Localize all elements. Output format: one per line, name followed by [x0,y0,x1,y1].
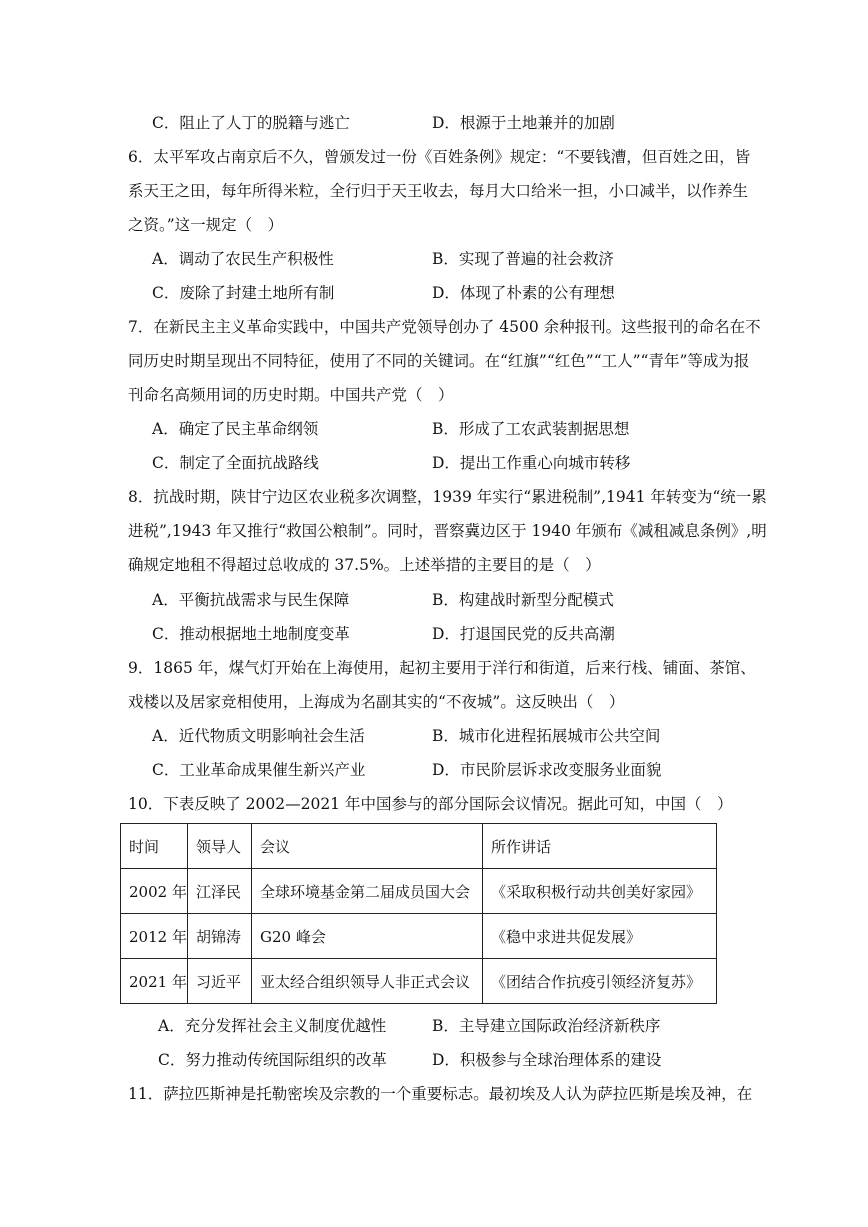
table-cell: 2012 年 [121,914,188,959]
table-header-cell: 所作讲话 [483,824,717,869]
q7-option-a[interactable]: A．确定了民主革命纲领 [152,420,319,438]
q10-option-d[interactable]: D．积极参与全球治理体系的建设 [432,1051,662,1069]
q10-stem: 10．下表反映了 2002—2021 年中国参与的部分国际会议情况。据此可知，中国（ ） [128,795,733,813]
table-cell: 习近平 [188,959,252,1004]
q8-stem-line-2: 进税”,1943 年又推行“救国公粮制”。同时，晋察冀边区于 1940 年颁布《减租减息条例》,明 [128,522,767,540]
q5-option-c[interactable]: C．阻止了人丁的脱籍与逃亡 [152,114,350,132]
table-cell: 胡锦涛 [188,914,252,959]
q9-option-a[interactable]: A．近代物质文明影响社会生活 [152,727,365,745]
q8-option-c[interactable]: C．推动根据地土地制度变革 [152,625,350,643]
q6-option-d[interactable]: D．体现了朴素的公有理想 [432,284,615,302]
table-header-row [121,824,717,869]
q8-stem-line-1: 8．抗战时期，陕甘宁边区农业税多次调整，1939 年实行“累进税制”,1941 年转变为“统一累 [128,488,767,506]
q7-option-c[interactable]: C．制定了全面抗战路线 [152,454,319,472]
q8-option-b[interactable]: B．构建战时新型分配模式 [432,591,614,609]
q6-stem-line-3: 之资。”这一规定（ ） [128,216,284,234]
table-cell: 2021 年 [121,959,188,1004]
q10-option-b[interactable]: B．主导建立国际政治经济新秩序 [432,1017,661,1035]
q7-option-d[interactable]: D．提出工作重心向城市转移 [432,454,631,472]
table-cell: 亚太经合组织领导人非正式会议 [252,959,483,1004]
q7-option-b[interactable]: B．形成了工农武装割据思想 [432,420,630,438]
table-header-cell: 会议 [252,824,483,869]
table-cell: 《采取积极行动共创美好家园》 [483,869,717,914]
table-cell: 全球环境基金第二届成员国大会 [252,869,483,914]
q6-stem-line-2: 系天王之田，每年所得米粒，全行归于天王收去，每月大口给米一担，小口减半，以作养生 [128,182,749,200]
table-cell: 《稳中求进共促发展》 [483,914,717,959]
q6-option-c[interactable]: C．废除了封建土地所有制 [152,284,335,302]
q6-option-b[interactable]: B．实现了普遍的社会救济 [432,250,614,268]
table-row [121,869,717,914]
q10-option-a[interactable]: A．充分发挥社会主义制度优越性 [158,1017,387,1035]
q7-stem-line-2: 同历史时期呈现出不同特征，使用了不同的关键词。在“红旗”“红色”“工人”“青年”等成为报 [128,352,750,370]
q9-stem-line-2: 戏楼以及居家竞相使用，上海成为名副其实的“不夜城”。这反映出（ ） [128,693,625,711]
q8-option-a[interactable]: A．平衡抗战需求与民生保障 [152,591,350,609]
table-cell: 《团结合作抗疫引领经济复苏》 [483,959,717,1004]
table-cell: G20 峰会 [252,914,483,959]
table-row [121,914,717,959]
q8-option-d[interactable]: D．打退国民党的反共高潮 [432,625,615,643]
q9-option-c[interactable]: C．工业革命成果催生新兴产业 [152,761,366,779]
q6-stem-line-1: 6．太平军攻占南京后不久，曾颁发过一份《百姓条例》规定：“不要钱漕，但百姓之田，皆 [128,148,751,166]
q5-option-d[interactable]: D．根源于土地兼并的加剧 [432,114,615,132]
table-cell: 2002 年 [121,869,188,914]
table-cell: 江泽民 [188,869,252,914]
table-header-cell: 时间 [121,824,188,869]
table-header-cell: 领导人 [188,824,252,869]
q9-stem-line-1: 9．1865 年，煤气灯开始在上海使用，起初主要用于洋行和街道，后来行栈、铺面、茶馆、 [128,659,756,677]
q6-option-a[interactable]: A．调动了农民生产积极性 [152,250,334,268]
q7-stem-line-1: 7．在新民主主义革命实践中，中国共产党领导创办了 4500 余种报刊。这些报刊的命名在不 [128,318,761,336]
q11-stem-line-1: 11．萨拉匹斯神是托勒密埃及宗教的一个重要标志。最初埃及人认为萨拉匹斯是埃及神，在 [128,1085,753,1103]
q9-option-d[interactable]: D．市民阶层诉求改变服务业面貌 [432,761,662,779]
q8-stem-line-3: 确规定地租不得超过总收成的 37.5%。上述举措的主要目的是（ ） [128,556,601,574]
q9-option-b[interactable]: B．城市化进程拓展城市公共空间 [432,727,661,745]
q10-table [120,823,717,1004]
table-row [121,959,717,1004]
q7-stem-line-3: 刊命名高频用词的历史时期。中国共产党（ ） [128,386,454,404]
q10-option-c[interactable]: C．努力推动传统国际组织的改革 [158,1051,387,1069]
